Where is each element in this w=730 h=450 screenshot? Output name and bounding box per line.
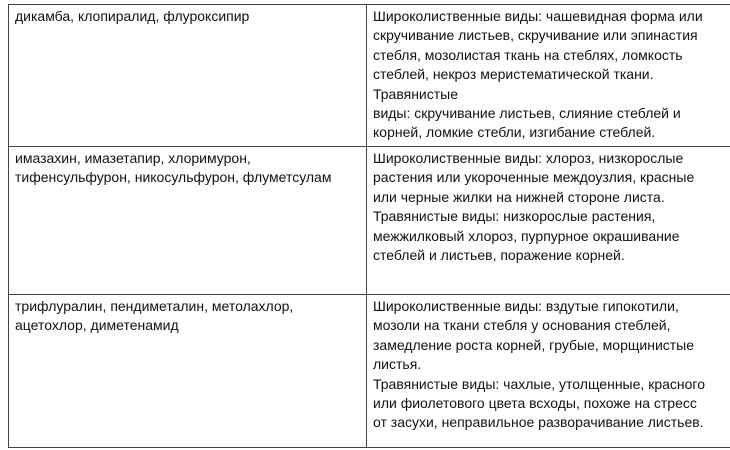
text-line: виды: скручивание листьев, слияние стеблей и (373, 105, 681, 122)
herbicide-symptoms-table (8, 4, 730, 448)
text-line: Травянистые виды: чахлые, утолщенные, красного (373, 375, 705, 392)
text-line: трифлуралин, пендиметалин, метолахлор, (15, 298, 294, 314)
text-line: имазахин, имазетапир, хлоримурон, (15, 150, 251, 166)
text-line: листья. (373, 356, 422, 373)
text-line: ацетохлор, диметенамид (15, 317, 179, 334)
text-line: растения или укороченные междоузлия, красные (373, 169, 695, 186)
text-line: Широколиственные виды: хлороз, низкорослые (373, 150, 684, 166)
text-line: Травянистые (373, 85, 459, 102)
text-line: скручивание листьев, скручивание или эпинастия (373, 27, 698, 44)
text-line: замедление роста корней, грубые, морщинистые (373, 336, 695, 353)
text-line: стебля, мозолистая ткань на стеблях, ломкость (373, 46, 683, 63)
text-line: Травянистые виды: низкорослые растения, (373, 208, 656, 225)
text-line: стеблей, некроз меристематической ткани. (373, 66, 654, 83)
text-line: дикамба, клопиралид, флуроксипир (15, 8, 250, 24)
text-line: Широколиственные виды: вздутые гипокотили, (373, 298, 679, 314)
text-line: корней, ломкие стебли, изгибание стеблей. (373, 124, 656, 141)
text-line: от засухи, неправильное разворачивание листьев. (373, 414, 704, 431)
table-row (9, 147, 730, 295)
text-line: Широколиственные виды: чашевидная форма или (373, 8, 703, 24)
text-line: мозоли на ткани стебля у основания стеблей, (373, 317, 671, 334)
text-line: или черные жилки на нижней стороне листа. (373, 188, 665, 205)
text-line: тифенсульфурон, никосульфурон, флуметсулам (15, 169, 332, 186)
text-line: межжилковый хлороз, пурпурное окрашивание (373, 227, 680, 244)
herbicides-cell (9, 147, 367, 295)
symptoms-cell (367, 295, 730, 448)
symptoms-cell (367, 147, 730, 295)
text-line: стеблей и листьев, поражение корней. (373, 247, 625, 264)
table-row (9, 295, 730, 448)
table-row (9, 5, 730, 147)
symptoms-cell (367, 5, 730, 147)
herbicides-cell (9, 5, 367, 147)
herbicides-cell (9, 295, 367, 448)
text-line: или фиолетового цвета всходы, похоже на стресс (373, 395, 697, 412)
